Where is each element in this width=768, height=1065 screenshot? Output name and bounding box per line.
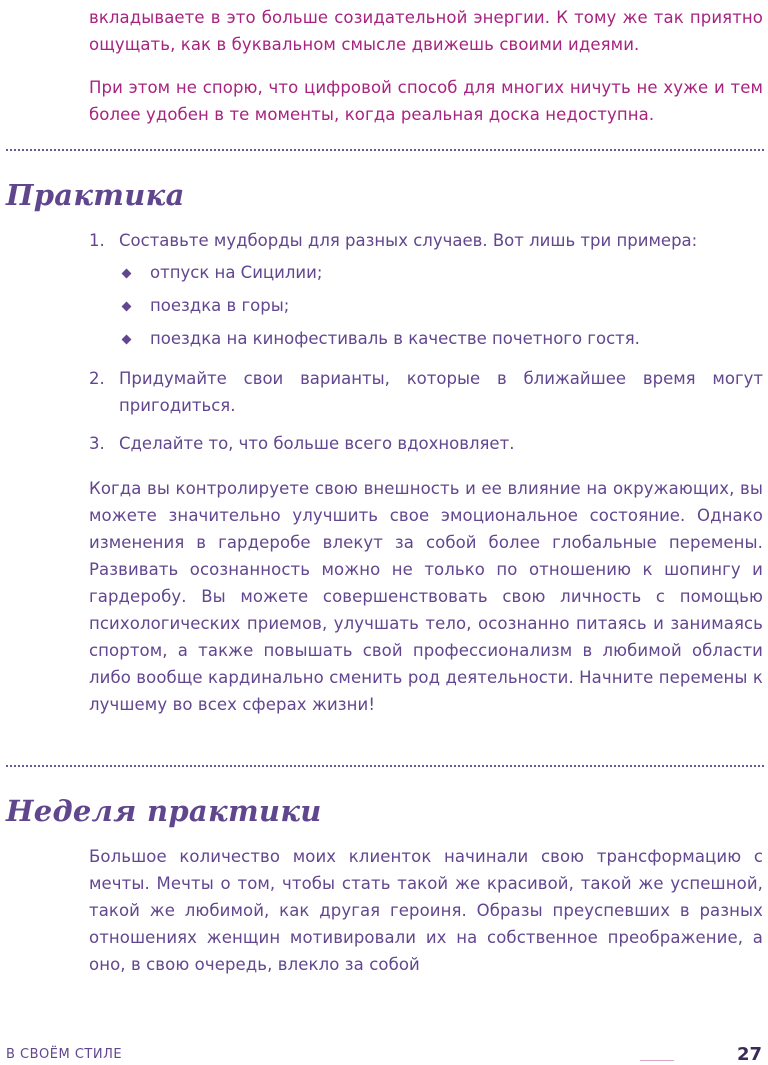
diamond-bullet-icon — [122, 269, 132, 279]
intro-paragraph-2: При этом не спорю, что цифровой способ для многих ничуть не хуже и тем более удобен в те моменты, когда реальная доска недоступна. — [89, 78, 763, 124]
list-item-text: Сделайте то, что больше всего вдохновляет. — [119, 434, 515, 453]
diamond-bullet-icon — [122, 302, 132, 312]
practice-body — [89, 475, 763, 718]
running-footer-title: В СВОЁМ СТИЛЕ — [6, 1047, 123, 1062]
list-item-number: 3. — [89, 434, 105, 453]
sub-list-item — [121, 292, 761, 319]
practice-heading: Практика — [6, 178, 185, 212]
sub-list-item — [121, 259, 761, 286]
list-item — [89, 227, 763, 254]
week-paragraph: Большое количество моих клиенток начинали свою трансформацию с мечты. Мечты о том, чтобы стать такой же красивой, такой же успешной, такой же любимой, как другая героиня. Образы преуспевших в разных отношениях женщин мотивировали их на собственное преображение, а оно, в свою очередь, влекло за собой — [89, 847, 763, 974]
list-item-text: Составьте мудборды для разных случаев. Вот лишь три примера: — [119, 231, 698, 250]
list-item — [89, 365, 763, 419]
list-item-number: 1. — [89, 231, 105, 250]
sub-list-item-text: поездка в горы; — [150, 296, 290, 315]
sub-list-item-text: отпуск на Сицилии; — [150, 263, 323, 282]
week-heading: Неделя практики — [6, 794, 322, 828]
list-item-number: 2. — [89, 369, 105, 388]
section-divider — [6, 149, 764, 151]
sub-list-item-text: поездка на кинофестиваль в качестве почетного гостя. — [150, 329, 640, 348]
page-number: 27 — [736, 1044, 762, 1065]
list-item — [89, 430, 763, 457]
footer-accent-line — [640, 1060, 674, 1061]
practice-paragraph: Когда вы контролируете свою внешность и ее влияние на окружающих, вы можете значительно улучшить свое эмоциональное состояние. Однако изменения в гардеробе влекут за собой более глобальные перемены. Развивать осознанность можно не только по отношению к шопингу и гардеробу. Вы можете совершенствовать свою личность с помощью психологических приемов, улучшать тело, осознанно питаясь и занимаясь спортом, а также повышать свой профессионализм в любимой области либо вообще кардинально сменить род деятельности. Начните перемены к лучшему во всех сферах жизни! — [89, 479, 763, 714]
list-item-text: Придумайте свои варианты, которые в ближайшее время могут пригодиться. — [119, 369, 763, 415]
section-divider — [6, 765, 764, 767]
diamond-bullet-icon — [122, 335, 132, 345]
intro-section — [89, 4, 763, 128]
week-body — [89, 843, 763, 978]
sub-list-item — [121, 325, 761, 352]
intro-paragraph-1: вкладываете в это больше созидательной энергии. К тому же так приятно ощущать, как в буквальном смысле движешь своими идеями. — [89, 8, 763, 54]
